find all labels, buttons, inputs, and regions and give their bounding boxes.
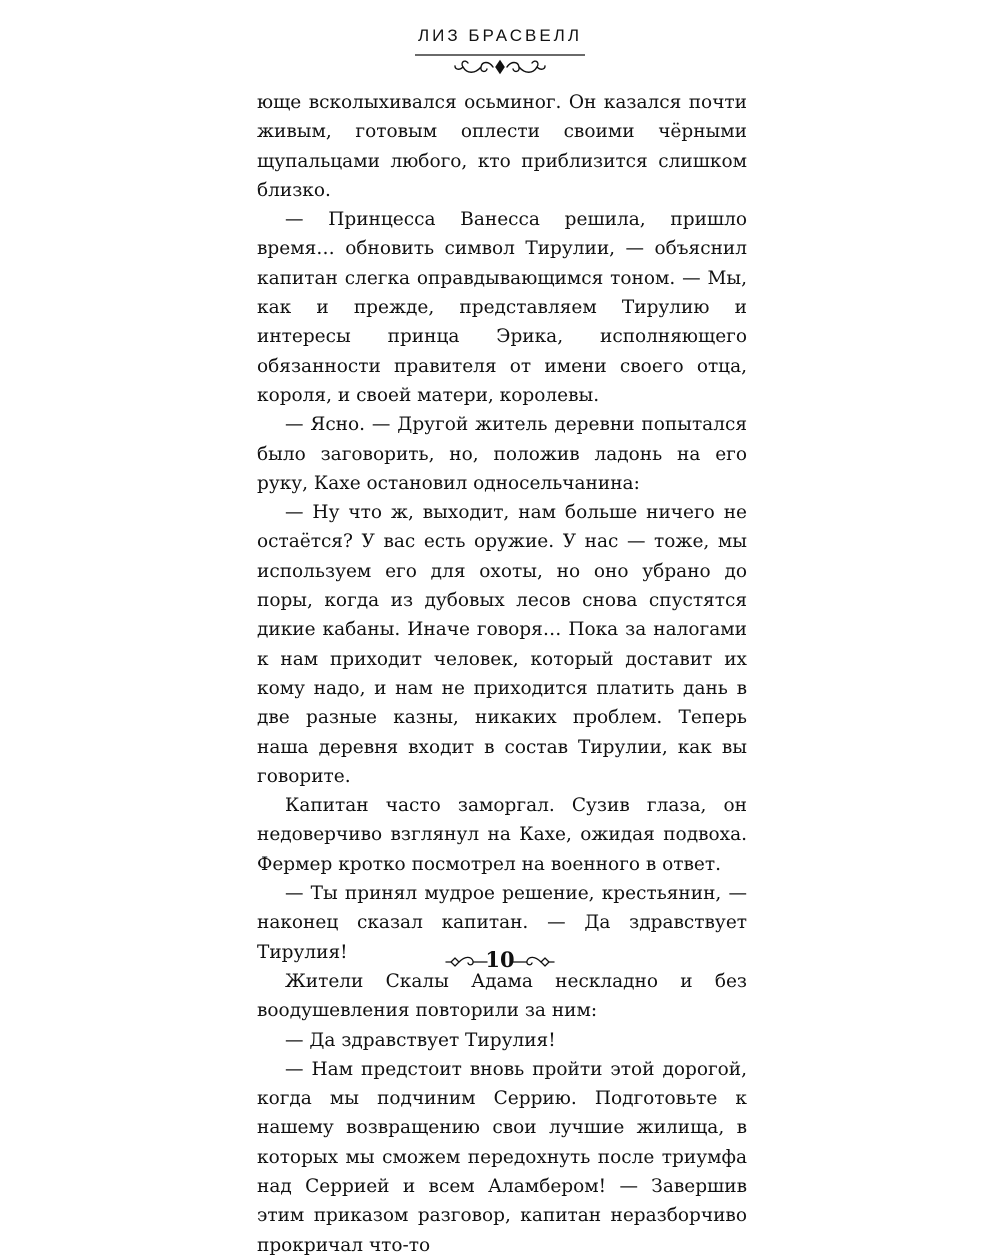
paragraph: — Да здравствует Тирулия!	[285, 1029, 556, 1051]
page-footer	[0, 946, 1000, 986]
page-number: 10	[485, 947, 515, 972]
paragraph: Капитан часто заморгал. Сузив глаза, он недоверчиво взглянул на Кахе, ожидая подвоха. Фермер кротко посмотрел на военного в ответ.	[257, 795, 747, 875]
header-ornament	[415, 52, 585, 84]
author-name: ЛИЗ БРАСВЕЛЛ	[418, 26, 582, 45]
paragraph: — Нам предстоит вновь пройти этой дорогой, когда мы подчиним Серрию. Подготовьте к нашему возвращению свои лучшие жилища, в которых мы сможем передохнуть после триумфа над Серрией и всем Аламбером! — Завершив этим приказом разговор, капитан неразборчиво прокричал что-то	[257, 1058, 747, 1256]
flourish-ornament-icon	[415, 52, 585, 84]
paragraph: юще всколыхивался осьминог. Он казался почти живым, готовым оплести своими чёрными щупальцами любого, кто приблизится слишком близко.	[257, 92, 747, 201]
right-diamond-scroll-ornament-icon	[511, 952, 557, 972]
paragraph: Жители Скалы Адама нескладно и без воодушевления повторили за ним:	[257, 970, 747, 1022]
paragraph: — Ну что ж, выходит, нам больше ничего не остаётся? У вас есть оружие. У нас — тоже, мы используем его для охоты, но оно убрано до поры, когда из дубовых лесов снова спустятся дикие кабаны. Иначе говоря… Пока за налогами к нам приходит человек, который доставит их кому надо, и нам не приходится платить дань в две разные казны, никаких проблем. Теперь наша деревня входит в состав Тирулии, как вы говорите.	[257, 502, 747, 787]
paragraph: — Ты принял мудрое решение, крестьянин, — наконец сказал капитан. — Да здравствует Тирулия!	[257, 883, 747, 963]
paragraph: — Принцесса Ванесса решила, пришло время… обновить символ Тирулии, — объяснил капитан слегка оправдывающимся тоном. — Мы, как и прежде, представляем Тирулию и интересы принца Эрика, исполняющего обязанности правителя от имени своего отца, короля, и своей матери, королевы.	[257, 209, 747, 406]
paragraph: — Ясно. — Другой житель деревни попытался было заговорить, но, положив ладонь на его руку, Кахе остановил односельчанина:	[257, 414, 747, 494]
body-text	[257, 88, 747, 1260]
running-header	[0, 26, 1000, 84]
